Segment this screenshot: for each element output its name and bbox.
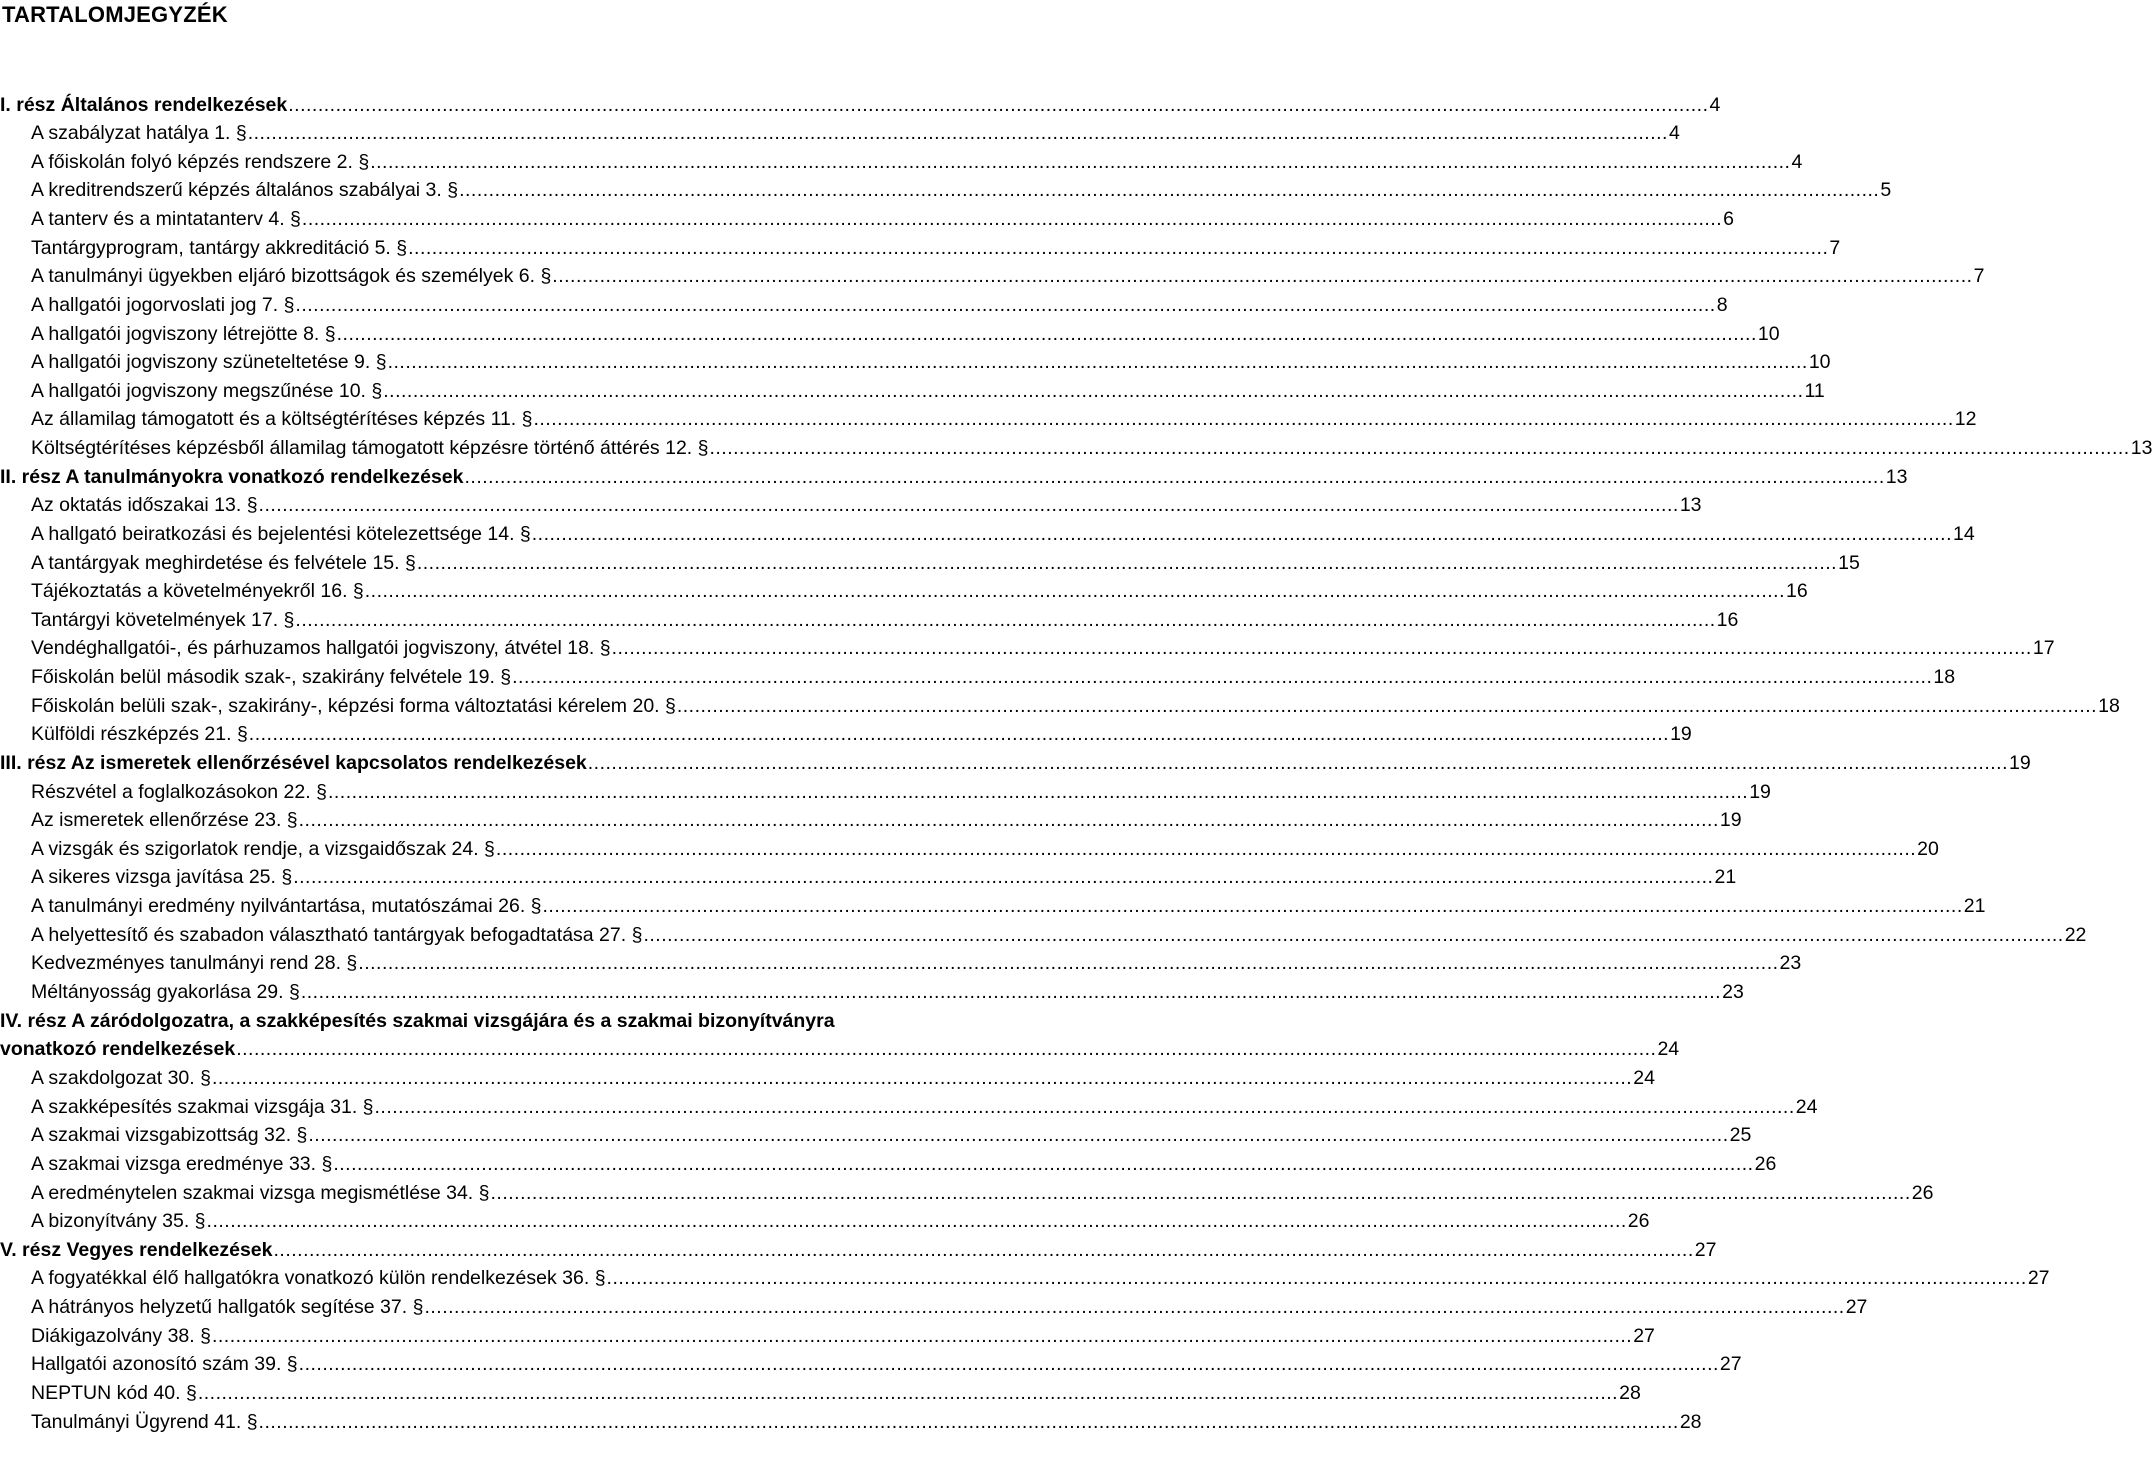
toc-entry-row bbox=[0, 806, 1742, 834]
toc-page-number: 18 bbox=[1933, 666, 1956, 688]
toc-entry[interactable] bbox=[0, 835, 1939, 863]
toc-entry-label: II. rész A tanulmányokra vonatkozó rendelkezések bbox=[0, 466, 464, 488]
toc-entry-row bbox=[0, 491, 1702, 519]
dot-leader bbox=[496, 835, 1916, 863]
toc-entry-label: A bizonyítvány 35. § bbox=[31, 1210, 206, 1232]
toc-entry[interactable] bbox=[0, 176, 1892, 204]
dot-leader bbox=[543, 892, 1963, 920]
toc-page-number: 20 bbox=[1917, 838, 1939, 860]
toc-page-number: 24 bbox=[1795, 1096, 1818, 1118]
toc-page-number: 4 bbox=[1668, 122, 1680, 144]
dot-leader bbox=[249, 720, 1669, 748]
toc-entry[interactable] bbox=[0, 692, 2120, 720]
toc-entry-label: A szakdolgozat 30. § bbox=[31, 1067, 211, 1089]
toc-entry-label: Méltányosság gyakorlása 29. § bbox=[31, 981, 300, 1003]
toc-entry-row bbox=[0, 405, 1977, 433]
dot-leader bbox=[293, 863, 1713, 891]
toc-entry-label: A szakmai vizsga eredménye 33. § bbox=[31, 1153, 333, 1175]
toc-entry[interactable] bbox=[0, 1408, 1702, 1436]
toc-entry-row bbox=[0, 463, 1908, 491]
dot-leader bbox=[534, 405, 1954, 433]
toc-entry-row bbox=[0, 1035, 1680, 1063]
toc-page-number: 27 bbox=[1719, 1353, 1742, 1375]
toc-entry[interactable] bbox=[0, 119, 1680, 147]
toc-entry-label: A szabályzat hatálya 1. § bbox=[31, 122, 247, 144]
toc-entry-row bbox=[0, 577, 1808, 605]
toc-page-number: 24 bbox=[1657, 1038, 1680, 1060]
dot-leader bbox=[308, 1121, 1728, 1149]
toc-entry-row bbox=[0, 1207, 1650, 1235]
toc-entry-label: Az oktatás időszakai 13. § bbox=[31, 494, 258, 516]
toc-entry-label: A vizsgák és szigorlatok rendje, a vizsgaidőszak 24. § bbox=[31, 838, 495, 860]
toc-page-number: 6 bbox=[1723, 208, 1735, 230]
toc-entry-label: A fogyatékkal élő hallgatókra vonatkozó külön rendelkezések 36. § bbox=[31, 1267, 606, 1289]
toc-part-heading[interactable] bbox=[0, 463, 1908, 491]
dot-leader bbox=[607, 1264, 2027, 1292]
toc-entry-row bbox=[0, 835, 1939, 863]
toc-entry-label: Kedvezményes tanulmányi rend 28. § bbox=[31, 952, 358, 974]
toc-entry-row bbox=[0, 262, 1985, 290]
toc-page-number: 13 bbox=[1679, 494, 1702, 516]
toc-entry-row bbox=[0, 978, 1744, 1006]
toc-page-number: 27 bbox=[2027, 1267, 2050, 1289]
toc-entry[interactable] bbox=[0, 720, 1692, 748]
toc-entry-row bbox=[0, 205, 1735, 233]
page-title: TARTALOMJEGYZÉK bbox=[2, 2, 228, 27]
toc-entry-row bbox=[0, 892, 1986, 920]
toc-entry[interactable] bbox=[0, 549, 1860, 577]
toc-entry[interactable] bbox=[0, 1207, 1650, 1235]
toc-entry[interactable] bbox=[0, 234, 1841, 262]
toc-entry-row bbox=[0, 1350, 1742, 1378]
toc-entry-label: A hátrányos helyzetű hallgatók segítése 37. § bbox=[31, 1296, 424, 1318]
toc-page-number: 10 bbox=[1757, 323, 1780, 345]
dot-leader bbox=[643, 921, 2063, 949]
toc-part-heading[interactable] bbox=[0, 1236, 1717, 1264]
dot-leader bbox=[333, 1150, 1753, 1178]
toc-entry-label: A hallgatói jogorvoslati jog 7. § bbox=[31, 294, 295, 316]
toc-entry-label: A sikeres vizsga javítása 25. § bbox=[31, 866, 293, 888]
toc-entry-row bbox=[0, 1093, 1818, 1121]
toc-entry[interactable] bbox=[0, 262, 1985, 290]
toc-entry[interactable] bbox=[0, 577, 1808, 605]
toc-entry-label: A tanulmányi eredmény nyilvántartása, mutatószámai 26. § bbox=[31, 895, 542, 917]
toc-entry-row bbox=[0, 634, 2055, 662]
toc-page-number: 18 bbox=[2098, 695, 2120, 717]
toc-entry-row bbox=[0, 377, 1825, 405]
toc-entry-label: A kreditrendszerű képzés általános szabályai 3. § bbox=[31, 179, 459, 201]
toc-entry[interactable] bbox=[0, 520, 1975, 548]
toc-part-heading[interactable] bbox=[0, 1035, 1680, 1063]
toc-entry-label: vonatkozó rendelkezések bbox=[0, 1038, 236, 1060]
dot-leader bbox=[677, 692, 2097, 720]
toc-entry[interactable] bbox=[0, 205, 1735, 233]
dot-leader bbox=[302, 205, 1722, 233]
toc-entry-label: III. rész Az ismeretek ellenőrzésével kapcsolatos rendelkezések bbox=[0, 752, 587, 774]
toc-page-number: 12 bbox=[1954, 408, 1977, 430]
dot-leader bbox=[375, 1093, 1795, 1121]
dot-leader bbox=[236, 1035, 1656, 1063]
dot-leader bbox=[295, 606, 1715, 634]
dot-leader bbox=[328, 778, 1748, 806]
toc-page-number: 17 bbox=[2032, 637, 2055, 659]
toc-entry-label: V. rész Vegyes rendelkezések bbox=[0, 1239, 273, 1261]
toc-entry[interactable] bbox=[0, 1264, 2050, 1292]
toc-entry[interactable] bbox=[0, 1322, 1655, 1350]
toc-entry-label: A helyettesítő és szabadon választható tantárgyak befogadtatása 27. § bbox=[31, 924, 643, 946]
dot-leader bbox=[512, 663, 1932, 691]
dot-leader bbox=[552, 262, 1972, 290]
toc-entry[interactable] bbox=[0, 1150, 1777, 1178]
toc-page-number: 21 bbox=[1714, 866, 1737, 888]
toc-page-number: 19 bbox=[1670, 723, 1692, 745]
dot-leader bbox=[299, 1350, 1719, 1378]
toc-entry-label: Az államilag támogatott és a költségtérítéses képzés 11. § bbox=[31, 408, 533, 430]
dot-leader bbox=[248, 119, 1668, 147]
toc-page-number: 23 bbox=[1779, 952, 1802, 974]
dot-leader bbox=[212, 1064, 1632, 1092]
toc-entry[interactable] bbox=[0, 606, 1739, 634]
dot-leader bbox=[383, 377, 1803, 405]
toc-entry[interactable] bbox=[0, 291, 1728, 319]
dot-leader bbox=[370, 148, 1790, 176]
toc-entry[interactable] bbox=[0, 806, 1742, 834]
toc-page-number: 4 bbox=[1709, 94, 1721, 116]
dot-leader bbox=[424, 1293, 1844, 1321]
toc-entry-row bbox=[0, 1179, 1934, 1207]
toc-page-number: 23 bbox=[1722, 981, 1744, 1003]
toc-entry-row bbox=[0, 348, 1831, 376]
toc-page-number: 7 bbox=[1829, 237, 1841, 259]
toc-page-number: 19 bbox=[2009, 752, 2031, 774]
toc-entry-label: A hallgatói jogviszony megszűnése 10. § bbox=[31, 380, 383, 402]
toc-page-number: 27 bbox=[1845, 1296, 1868, 1318]
toc-entry-row bbox=[0, 1236, 1717, 1264]
toc-page-number: 5 bbox=[1880, 179, 1892, 201]
toc-entry[interactable] bbox=[0, 377, 1825, 405]
toc-entry-row bbox=[0, 1379, 1641, 1407]
toc-entry-row bbox=[0, 91, 1721, 119]
toc-page-number: 10 bbox=[1808, 351, 1831, 373]
toc-page-number: 19 bbox=[1749, 781, 1771, 803]
toc-page-number: 19 bbox=[1719, 809, 1742, 831]
toc-entry[interactable] bbox=[0, 348, 1831, 376]
dot-leader bbox=[532, 520, 1952, 548]
toc-entry-row bbox=[0, 749, 2031, 777]
toc-page-number: 16 bbox=[1786, 580, 1808, 602]
toc-entry-row bbox=[0, 720, 1692, 748]
toc-page-number: 28 bbox=[1679, 1411, 1702, 1433]
toc-entry-label: Költségtérítéses képzésből államilag támogatott képzésre történő áttérés 12. § bbox=[31, 437, 709, 459]
dot-leader bbox=[365, 577, 1785, 605]
toc-entry[interactable] bbox=[0, 1350, 1742, 1378]
toc-page-number: 24 bbox=[1633, 1067, 1655, 1089]
toc-entry-label: A eredménytelen szakmai vizsga megismétlése 34. § bbox=[31, 1182, 490, 1204]
toc-page-number: 15 bbox=[1838, 552, 1860, 574]
toc-entry-row bbox=[0, 863, 1737, 891]
toc-entry-row bbox=[0, 320, 1780, 348]
toc-entry-label: A tanulmányi ügyekben eljáró bizottságok és személyek 6. § bbox=[31, 265, 552, 287]
toc-entry-label: Főiskolán belül második szak-, szakirány felvétele 19. § bbox=[31, 666, 512, 688]
toc-part-heading[interactable] bbox=[0, 91, 1721, 119]
toc-entry-row bbox=[0, 1150, 1777, 1178]
toc-page-number: 11 bbox=[1804, 380, 1825, 402]
toc-page-number: 16 bbox=[1716, 609, 1739, 631]
toc-entry-label: Tájékoztatás a követelményekről 16. § bbox=[31, 580, 364, 602]
toc-page-number: 26 bbox=[1754, 1153, 1777, 1175]
toc-page-number: 21 bbox=[1963, 895, 1986, 917]
toc-entry-label: A tantárgyak meghirdetése és felvétele 15. § bbox=[31, 552, 416, 574]
toc-entry-row bbox=[0, 692, 2120, 720]
dot-leader bbox=[288, 91, 1708, 119]
toc-page-number: 25 bbox=[1729, 1124, 1752, 1146]
toc-page-number: 7 bbox=[1973, 265, 1985, 287]
toc-entry-row bbox=[0, 663, 1956, 691]
toc-page-number: 28 bbox=[1619, 1382, 1641, 1404]
toc-entry-row bbox=[0, 921, 2087, 949]
toc-entry-row bbox=[0, 549, 1860, 577]
toc-part-heading-line1[interactable]: IV. rész A záródolgozatra, a szakképesítés szakmai vizsgájára és a szakmai bizonyítványra bbox=[0, 1010, 835, 1032]
toc-entry-row bbox=[0, 1293, 1868, 1321]
toc-entry[interactable] bbox=[0, 148, 1803, 176]
dot-leader bbox=[709, 434, 2129, 462]
toc-entry[interactable] bbox=[0, 405, 1977, 433]
toc-page-number: 14 bbox=[1953, 523, 1975, 545]
toc-entry-row bbox=[0, 520, 1975, 548]
toc-entry[interactable] bbox=[0, 1093, 1818, 1121]
toc-page-number: 8 bbox=[1716, 294, 1728, 316]
toc-entry[interactable] bbox=[0, 634, 2055, 662]
dot-leader bbox=[388, 348, 1808, 376]
toc-part-heading[interactable] bbox=[0, 749, 2031, 777]
toc-page-number: 13 bbox=[2130, 437, 2152, 459]
toc-entry[interactable] bbox=[0, 1379, 1641, 1407]
toc-entry-label: Az ismeretek ellenőrzése 23. § bbox=[31, 809, 298, 831]
dot-leader bbox=[358, 949, 1778, 977]
toc-entry[interactable] bbox=[0, 1121, 1752, 1149]
toc-entry-label: A hallgató beiratkozási és bejelentési kötelezettsége 14. § bbox=[31, 523, 531, 545]
dot-leader bbox=[612, 634, 2032, 662]
dot-leader bbox=[417, 549, 1837, 577]
dot-leader bbox=[273, 1236, 1693, 1264]
toc-entry-row bbox=[0, 1064, 1655, 1092]
toc-entry-row bbox=[0, 234, 1841, 262]
toc-entry-row bbox=[0, 1121, 1752, 1149]
toc-entry-label: Külföldi részképzés 21. § bbox=[31, 723, 248, 745]
toc-entry-label: Tantárgyi követelmények 17. § bbox=[31, 609, 295, 631]
dot-leader bbox=[212, 1322, 1632, 1350]
toc-entry-label: Részvétel a foglalkozásokon 22. § bbox=[31, 781, 327, 803]
toc-entry-row bbox=[0, 606, 1739, 634]
dot-leader bbox=[490, 1179, 1910, 1207]
dot-leader bbox=[337, 320, 1757, 348]
toc-page-number: 4 bbox=[1791, 151, 1803, 173]
toc-entry-label: Főiskolán belüli szak-, szakirány-, képzési forma változtatási kérelem 20. § bbox=[31, 695, 676, 717]
toc-entry-label: Hallgatói azonosító szám 39. § bbox=[31, 1353, 298, 1375]
toc-entry-row bbox=[0, 1408, 1702, 1436]
dot-leader bbox=[459, 176, 1879, 204]
toc-page-number: 26 bbox=[1627, 1210, 1650, 1232]
dot-leader bbox=[408, 234, 1828, 262]
toc-entry-label: Vendéghallgatói-, és párhuzamos hallgatói jogviszony, átvétel 18. § bbox=[31, 637, 611, 659]
toc-entry-label: Tanulmányi Ügyrend 41. § bbox=[31, 1411, 258, 1433]
toc-entry-row bbox=[0, 434, 2152, 462]
dot-leader bbox=[198, 1379, 1618, 1407]
toc-entry-label: I. rész Általános rendelkezések bbox=[0, 94, 288, 116]
toc-entry[interactable] bbox=[0, 491, 1702, 519]
toc-entry[interactable] bbox=[0, 434, 2152, 462]
toc-entry-row bbox=[0, 119, 1680, 147]
toc-entry-row bbox=[0, 176, 1892, 204]
toc-entry-label: A hallgatói jogviszony szüneteltetése 9. § bbox=[31, 351, 387, 373]
toc-entry-label: A szakképesítés szakmai vizsgája 31. § bbox=[31, 1096, 374, 1118]
toc-entry-row bbox=[0, 949, 1802, 977]
toc-entry-label: A főiskolán folyó képzés rendszere 2. § bbox=[31, 151, 370, 173]
toc-entry-label: Diákigazolvány 38. § bbox=[31, 1325, 211, 1347]
toc-entry[interactable] bbox=[0, 892, 1986, 920]
toc-page-number: 26 bbox=[1911, 1182, 1934, 1204]
toc-entry[interactable] bbox=[0, 663, 1956, 691]
toc-entry-label: Tantárgyprogram, tantárgy akkreditáció 5. § bbox=[31, 237, 408, 259]
dot-leader bbox=[464, 463, 1884, 491]
toc-entry-label: A tanterv és a mintatanterv 4. § bbox=[31, 208, 301, 230]
toc-entry-row bbox=[0, 1264, 2050, 1292]
toc-entry[interactable] bbox=[0, 863, 1737, 891]
toc-entry[interactable] bbox=[0, 978, 1744, 1006]
toc-entry-row bbox=[0, 148, 1803, 176]
toc-page-number: 22 bbox=[2064, 924, 2087, 946]
toc-entry-row bbox=[0, 291, 1728, 319]
toc-page-number: 27 bbox=[1633, 1325, 1655, 1347]
toc-page-number: 13 bbox=[1885, 466, 1908, 488]
toc-entry-row bbox=[0, 778, 1771, 806]
dot-leader bbox=[295, 291, 1715, 319]
toc-page-number: 27 bbox=[1694, 1239, 1717, 1261]
dot-leader bbox=[588, 749, 2008, 777]
toc-entry-label: A szakmai vizsgabizottság 32. § bbox=[31, 1124, 308, 1146]
toc-entry[interactable] bbox=[0, 320, 1780, 348]
toc-entry[interactable] bbox=[0, 949, 1802, 977]
toc-entry[interactable] bbox=[0, 1179, 1934, 1207]
toc-entry-label: A hallgatói jogviszony létrejötte 8. § bbox=[31, 323, 336, 345]
dot-leader bbox=[299, 806, 1719, 834]
dot-leader bbox=[259, 491, 1679, 519]
toc-entry-label: NEPTUN kód 40. § bbox=[31, 1382, 197, 1404]
toc-entry[interactable] bbox=[0, 1064, 1655, 1092]
dot-leader bbox=[259, 1408, 1679, 1436]
toc-entry[interactable] bbox=[0, 921, 2087, 949]
dot-leader bbox=[207, 1207, 1627, 1235]
toc-entry[interactable] bbox=[0, 778, 1771, 806]
toc-entry-row bbox=[0, 1322, 1655, 1350]
toc-entry[interactable] bbox=[0, 1293, 1868, 1321]
dot-leader bbox=[301, 978, 1721, 1006]
